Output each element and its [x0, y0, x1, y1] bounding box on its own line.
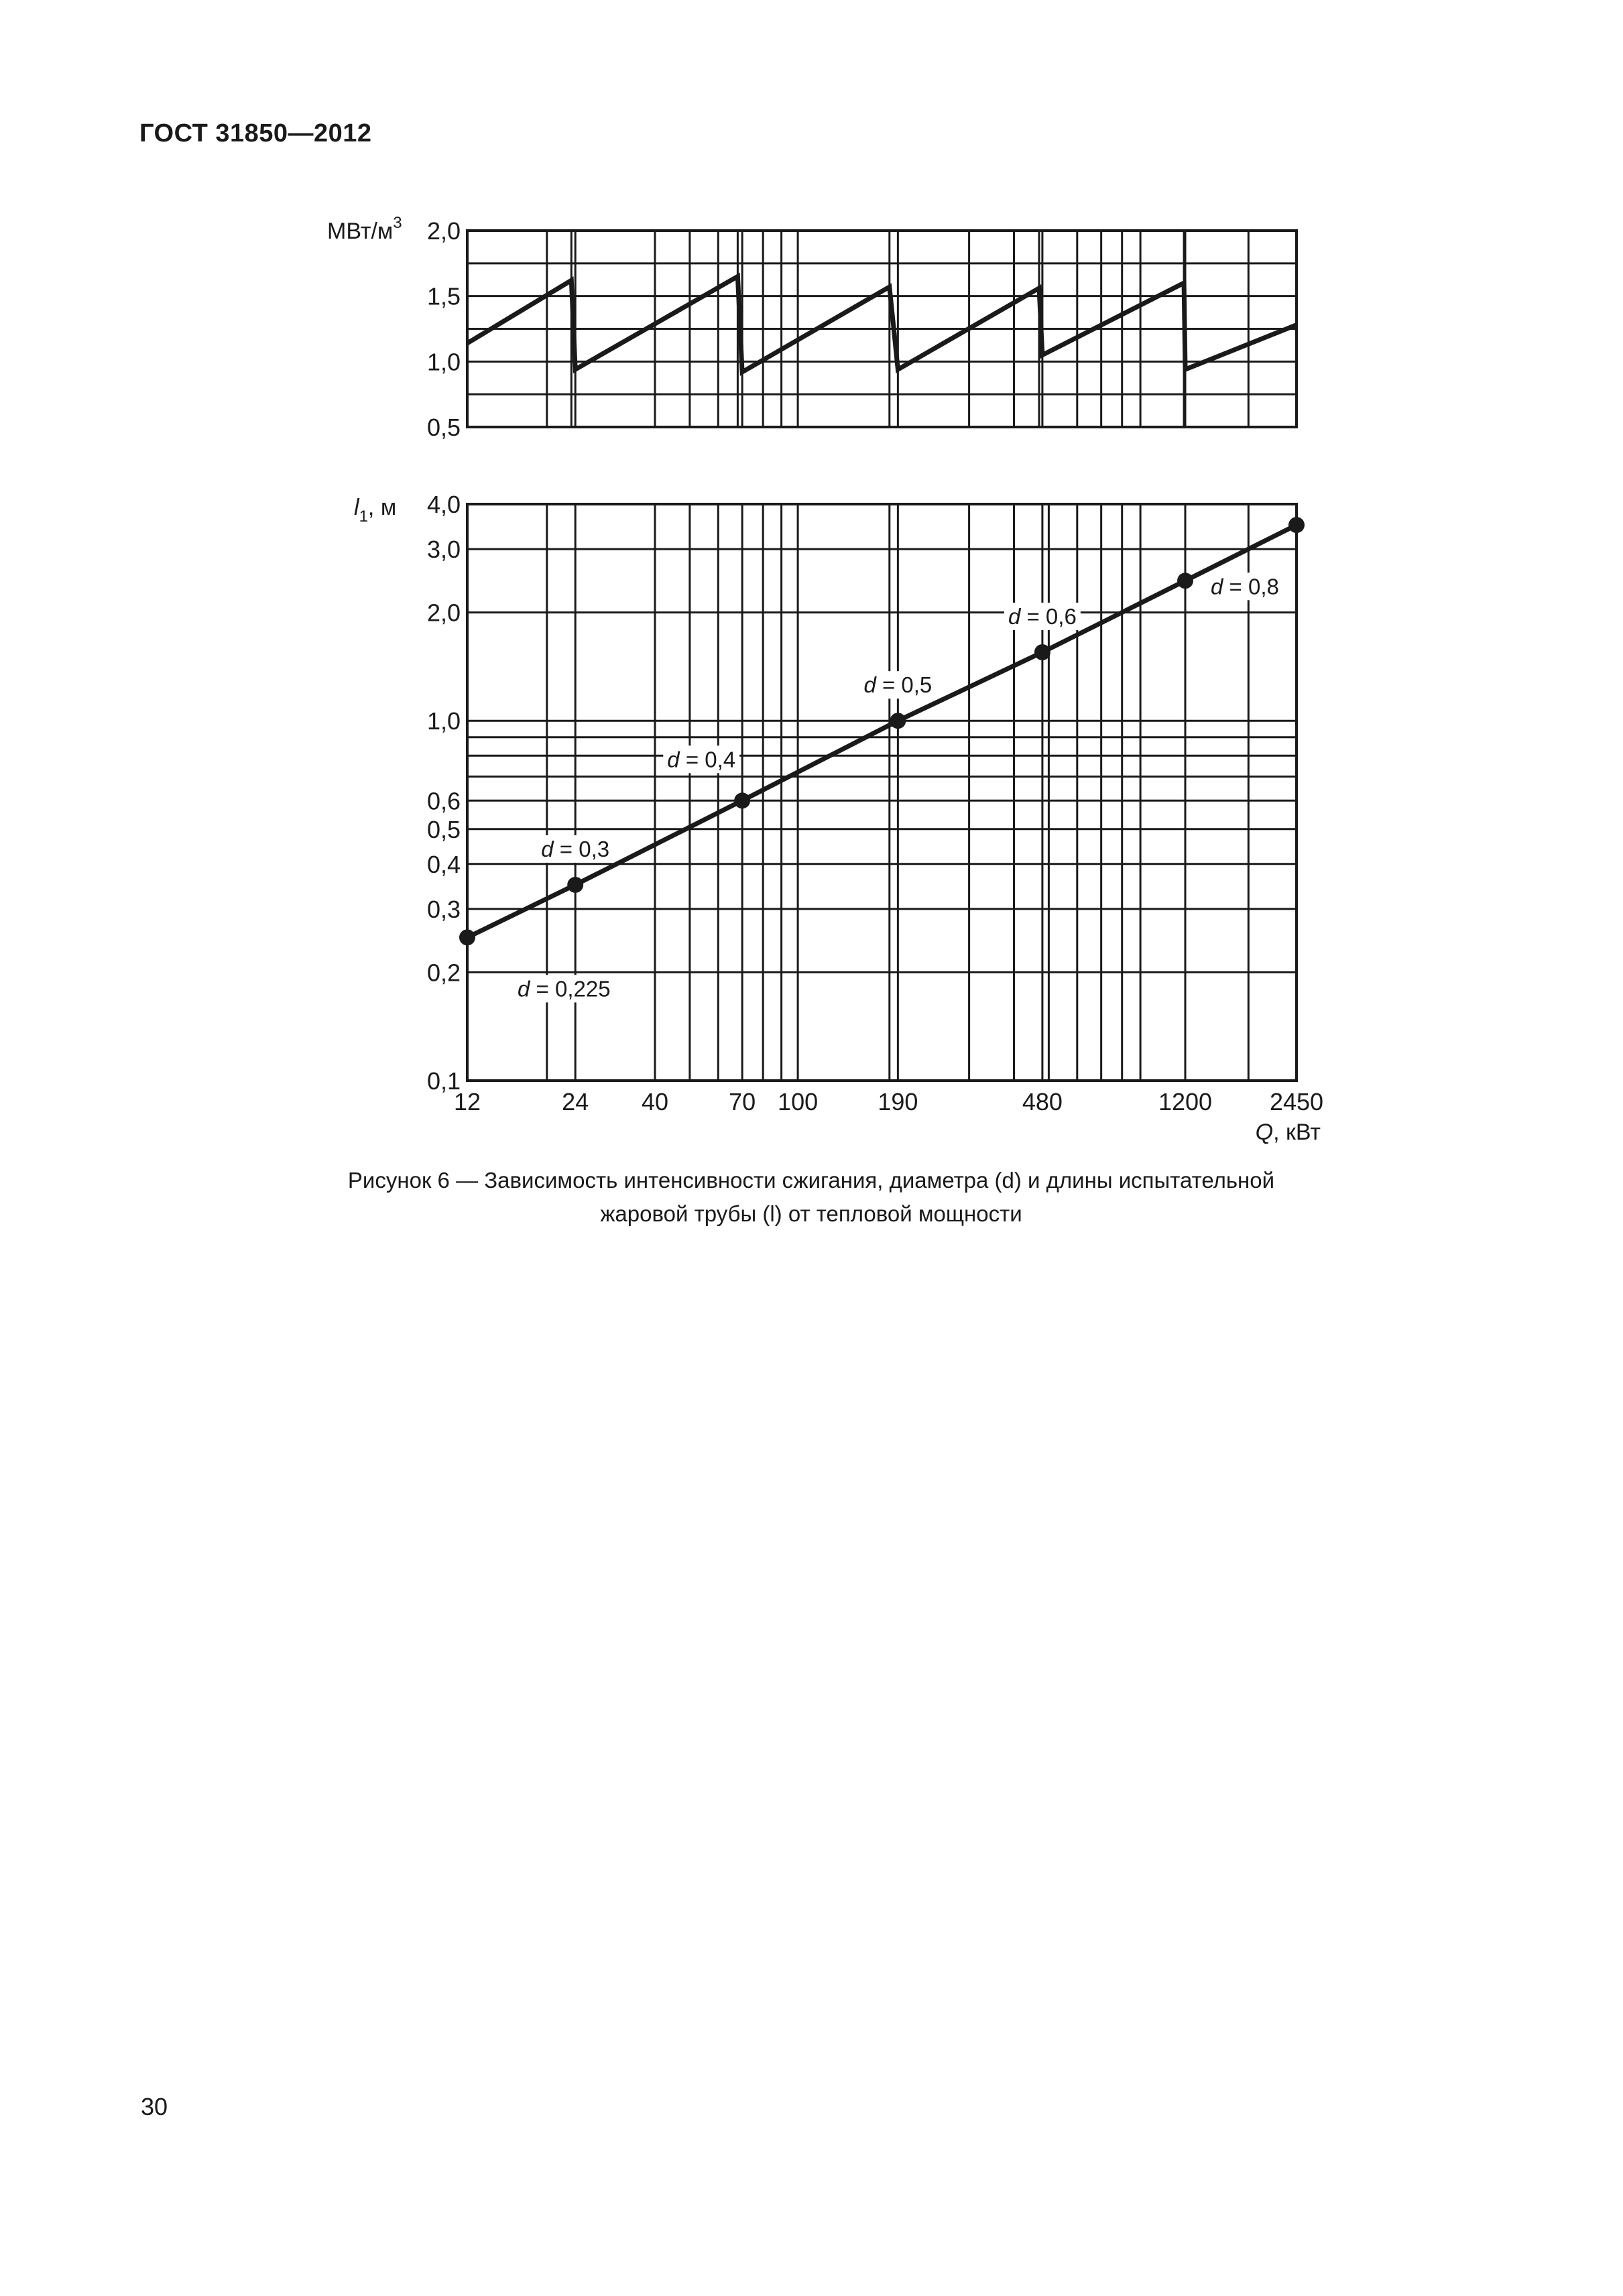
data-point-marker — [890, 713, 906, 729]
y-tick-label: 0,4 — [426, 850, 461, 878]
y-tick-label: 0,6 — [426, 787, 461, 815]
y-tick-label: 2,0 — [426, 599, 461, 627]
y-tick-label: 4,0 — [426, 491, 461, 518]
x-tick-label: 1200 — [1158, 1088, 1213, 1115]
y-tick-label: 0,5 — [426, 815, 461, 843]
intensity-chart — [327, 214, 1297, 441]
x-tick-label: 100 — [778, 1088, 819, 1115]
x-axis-title: Q, кВт — [1255, 1120, 1321, 1145]
y-axis-title: МВт/$м^3$ — [327, 214, 402, 244]
document-header: ГОСТ 31850—2012 — [139, 119, 372, 147]
y-tick-label: 3,0 — [426, 536, 461, 564]
y-tick-label: 1,0 — [426, 348, 461, 376]
data-point-marker — [567, 877, 583, 893]
diameter-annotation: d = 0,225 — [518, 976, 611, 1002]
diameter-annotation: d = 0,6 — [1008, 604, 1077, 629]
page-number: 30 — [141, 2093, 168, 2120]
y-tick-label: 0,3 — [426, 895, 461, 923]
data-point-marker — [1288, 517, 1305, 533]
diameter-annotation: d = 0,4 — [667, 747, 736, 772]
x-tick-label: 40 — [641, 1088, 669, 1115]
x-tick-label: 70 — [729, 1088, 756, 1115]
length-chart — [354, 491, 1323, 1145]
data-point-marker — [459, 929, 475, 945]
y-tick-label: 0,2 — [426, 959, 461, 987]
y-tick-label: 1,0 — [426, 707, 461, 735]
y-tick-label: 0,1 — [426, 1067, 461, 1095]
x-tick-label: 12 — [453, 1088, 481, 1115]
x-tick-label: 2450 — [1269, 1088, 1324, 1115]
x-tick-label: 480 — [1022, 1088, 1063, 1115]
y-tick-label: 2,0 — [426, 217, 461, 245]
figure-caption — [201, 1164, 1421, 1231]
data-point-marker — [1034, 644, 1050, 660]
y-axis-title: $l_1$, м — [354, 495, 397, 526]
x-tick-label: 24 — [562, 1088, 589, 1115]
data-point-marker — [734, 792, 750, 808]
diameter-annotation: d = 0,8 — [1211, 574, 1279, 599]
y-tick-label: 0,5 — [426, 414, 461, 441]
length-series-line — [467, 525, 1297, 937]
x-tick-label: 190 — [878, 1088, 918, 1115]
caption-line-2: жаровой трубы (l) от тепловой мощности — [600, 1201, 1022, 1226]
y-tick-label: 1,5 — [426, 282, 461, 310]
diameter-annotation: d = 0,3 — [541, 836, 610, 861]
data-point-marker — [1177, 572, 1193, 589]
diameter-annotation: d = 0,5 — [863, 672, 933, 698]
intensity-series-line — [467, 276, 1297, 372]
caption-line-1: Рисунок 6 — Зависимость интенсивности сжигания, диаметра (d) и длины испытательной — [347, 1168, 1275, 1193]
